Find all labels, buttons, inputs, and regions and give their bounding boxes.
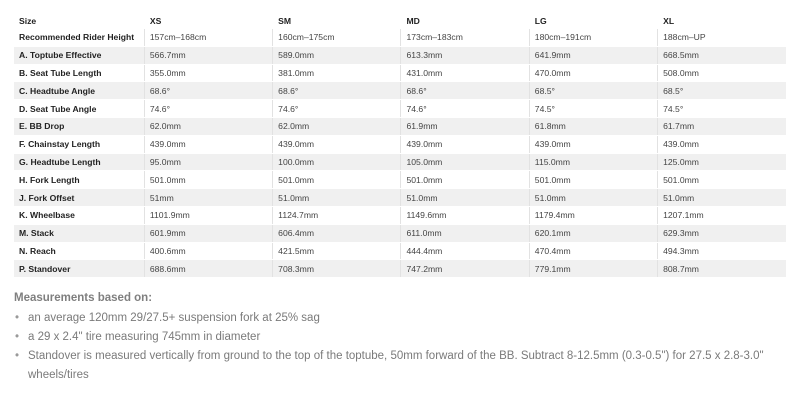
- table-cell: 74.6°: [144, 100, 272, 118]
- table-row: [14, 224, 786, 242]
- table-cell: 68.5°: [529, 82, 657, 100]
- table-cell: 400.6mm: [144, 242, 272, 260]
- row-label: J. Fork Offset: [14, 189, 144, 207]
- table-cell: 501.0mm: [658, 171, 786, 189]
- header-size: Size: [19, 15, 37, 26]
- table-cell: 439.0mm: [529, 135, 657, 153]
- notes-item-text: a 29 x 2.4" tire measuring 745mm in diameter: [28, 331, 261, 343]
- table-cell: 74.6°: [401, 100, 529, 118]
- table-cell: 188cm–UP: [658, 29, 786, 46]
- row-label: D. Seat Tube Angle: [14, 100, 144, 118]
- table-cell: 51.0mm: [658, 189, 786, 207]
- header-md: MD: [406, 15, 420, 26]
- table-row: [14, 46, 786, 64]
- notes-item-text: an average 120mm 29/27.5+ suspension fork at 25% sag: [28, 312, 320, 324]
- notes-title: Measurements based on:: [14, 292, 153, 304]
- table-cell: 61.9mm: [401, 117, 529, 135]
- row-label: G. Headtube Length: [14, 153, 144, 171]
- header-xl: XL: [663, 15, 675, 26]
- table-cell: 439.0mm: [144, 135, 272, 153]
- table-cell: 808.7mm: [658, 260, 786, 278]
- table-cell: 501.0mm: [273, 171, 401, 189]
- table-cell: 157cm–168cm: [144, 29, 272, 46]
- row-label: E. BB Drop: [14, 117, 144, 135]
- table-cell: 62.0mm: [144, 117, 272, 135]
- notes-item: [14, 328, 784, 347]
- table-cell: 68.6°: [273, 82, 401, 100]
- notes-item: [14, 347, 784, 385]
- bullet-icon: •: [15, 350, 20, 362]
- row-label: H. Fork Length: [14, 171, 144, 189]
- table-cell: 74.5°: [658, 100, 786, 118]
- row-label: A. Toptube Effective: [14, 46, 144, 64]
- table-cell: 620.1mm: [529, 224, 657, 242]
- table-cell: 439.0mm: [658, 135, 786, 153]
- table-cell: 688.6mm: [144, 260, 272, 278]
- bullet-icon: •: [15, 312, 20, 324]
- table-cell: 708.3mm: [273, 260, 401, 278]
- row-label: N. Reach: [14, 242, 144, 260]
- header-sm: SM: [278, 15, 292, 26]
- table-cell: 68.6°: [401, 82, 529, 100]
- table-cell: 508.0mm: [658, 64, 786, 82]
- table-cell: 611.0mm: [401, 224, 529, 242]
- table-cell: 61.7mm: [658, 117, 786, 135]
- table-cell: 421.5mm: [273, 242, 401, 260]
- table-cell: 51.0mm: [401, 189, 529, 207]
- header-xs: XS: [149, 15, 162, 26]
- table-cell: 1124.7mm: [273, 206, 401, 224]
- table-cell: 1149.6mm: [401, 206, 529, 224]
- table-cell: 51.0mm: [529, 189, 657, 207]
- table-cell: 74.6°: [273, 100, 401, 118]
- table-cell: 51.0mm: [273, 189, 401, 207]
- table-cell: 62.0mm: [273, 117, 401, 135]
- row-label: K. Wheelbase: [14, 206, 144, 224]
- table-body: [14, 29, 786, 278]
- table-row: [14, 206, 786, 224]
- geometry-table: [14, 12, 786, 278]
- notes-item: [14, 309, 784, 328]
- table-cell: 173cm–183cm: [401, 29, 529, 46]
- table-cell: 501.0mm: [401, 171, 529, 189]
- table-cell: 501.0mm: [144, 171, 272, 189]
- table-row: [14, 153, 786, 171]
- table-cell: 381.0mm: [273, 64, 401, 82]
- table-cell: 470.4mm: [529, 242, 657, 260]
- bullet-icon: •: [15, 331, 20, 343]
- notes-item-text: Standover is measured vertically from ground to the top of the toptube, 50mm forward of the BB. Subtract 8-12.5mm (0.3-0.5") for 27.5 x 2.8-3.0" wheels/tires: [28, 350, 764, 381]
- table-row: [14, 242, 786, 260]
- row-label: B. Seat Tube Length: [14, 64, 144, 82]
- table-cell: 160cm–175cm: [273, 29, 401, 46]
- table-cell: 629.3mm: [658, 224, 786, 242]
- header-lg: LG: [534, 15, 547, 26]
- table-cell: 606.4mm: [273, 224, 401, 242]
- table-cell: 1179.4mm: [529, 206, 657, 224]
- table-row: [14, 100, 786, 118]
- table-cell: 501.0mm: [529, 171, 657, 189]
- table-cell: 95.0mm: [144, 153, 272, 171]
- table-cell: 439.0mm: [401, 135, 529, 153]
- table-row: [14, 135, 786, 153]
- table-cell: 566.7mm: [144, 46, 272, 64]
- table-row: [14, 260, 786, 278]
- row-label: P. Standover: [14, 260, 144, 278]
- table-cell: 61.8mm: [529, 117, 657, 135]
- table-cell: 779.1mm: [529, 260, 657, 278]
- table-cell: 105.0mm: [401, 153, 529, 171]
- table-cell: 74.5°: [529, 100, 657, 118]
- table-cell: 180cm–191cm: [529, 29, 657, 46]
- table-cell: 431.0mm: [401, 64, 529, 82]
- table-row: [14, 82, 786, 100]
- table-row: [14, 189, 786, 207]
- table-cell: 355.0mm: [144, 64, 272, 82]
- row-label: M. Stack: [14, 224, 144, 242]
- table-cell: 470.0mm: [529, 64, 657, 82]
- table-cell: 51mm: [144, 189, 272, 207]
- table-cell: 68.5°: [658, 82, 786, 100]
- table-cell: 589.0mm: [273, 46, 401, 64]
- row-label: Recommended Rider Height: [14, 29, 144, 46]
- table-cell: 494.3mm: [658, 242, 786, 260]
- table-cell: 100.0mm: [273, 153, 401, 171]
- table-row: [14, 29, 786, 46]
- table-cell: 747.2mm: [401, 260, 529, 278]
- table-cell: 125.0mm: [658, 153, 786, 171]
- table-row: [14, 171, 786, 189]
- measurement-notes: [14, 292, 784, 385]
- row-label: C. Headtube Angle: [14, 82, 144, 100]
- table-row: [14, 117, 786, 135]
- notes-list: [14, 309, 784, 385]
- table-cell: 1101.9mm: [144, 206, 272, 224]
- table-cell: 444.4mm: [401, 242, 529, 260]
- row-label: F. Chainstay Length: [14, 135, 144, 153]
- table-cell: 1207.1mm: [658, 206, 786, 224]
- table-cell: 439.0mm: [273, 135, 401, 153]
- table-header-row: [14, 12, 786, 29]
- table-cell: 641.9mm: [529, 46, 657, 64]
- table-cell: 668.5mm: [658, 46, 786, 64]
- table-cell: 115.0mm: [529, 153, 657, 171]
- table-cell: 613.3mm: [401, 46, 529, 64]
- table-row: [14, 64, 786, 82]
- table-cell: 68.6°: [144, 82, 272, 100]
- table-cell: 601.9mm: [144, 224, 272, 242]
